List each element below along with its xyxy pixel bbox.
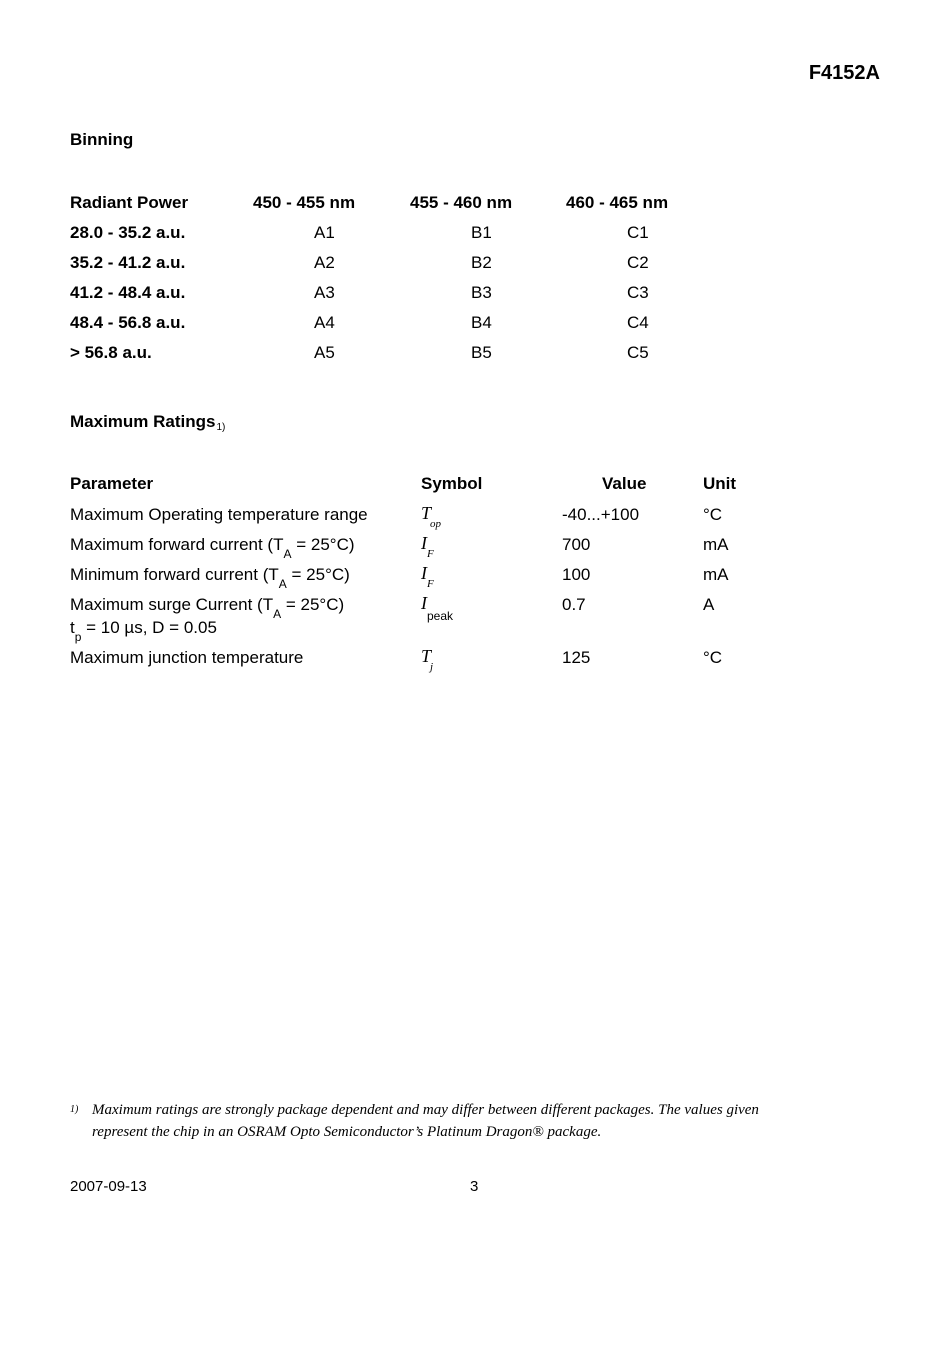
binning-cell: A2: [314, 253, 335, 272]
binning-cell: C1: [627, 223, 649, 242]
rating-symbol: T op: [421, 503, 441, 530]
page-number: 3: [470, 1178, 479, 1195]
rating-unit: °C: [703, 505, 723, 524]
rating-unit: °C: [703, 648, 723, 667]
binning-cell: B1: [471, 223, 492, 242]
rating-parameter: Minimum forward current $(T_A = 25^\circ C)$: [70, 565, 350, 591]
binning-cell: B3: [471, 283, 492, 302]
rating-parameter: Maximum junction temperature: [70, 648, 304, 667]
binning-heading: Binning: [70, 130, 134, 149]
binning-cell: A1: [314, 223, 335, 242]
ratings-heading-text: Maximum Ratings: [70, 412, 216, 431]
rating-value: 125: [562, 648, 591, 667]
rating-parameter-condition: $t_p = 10$ µs, D = 0.05: [70, 618, 217, 644]
binning-cell: B2: [471, 253, 492, 272]
footnote-line-2: represent the chip in an OSRAM Opto Semiconductor’s Platinum Dragon® package.: [92, 1124, 602, 1140]
binning-cell: A5: [314, 343, 335, 362]
binning-cell: C2: [627, 253, 649, 272]
binning-col-455-460: 455 - 460 nm: [410, 193, 513, 212]
rating-symbol: I F: [421, 533, 434, 560]
ratings-col-symbol: Symbol: [421, 474, 483, 493]
rating-unit: mA: [703, 535, 729, 554]
rating-unit: A: [703, 595, 715, 614]
binning-col-460-465: 460 - 465 nm: [566, 193, 669, 212]
footnote-marker: 1): [70, 1104, 79, 1115]
binning-row-label: 48.4 - 56.8 a.u.: [70, 313, 186, 332]
rating-symbol: I peak: [421, 593, 454, 623]
footnote-line-1: Maximum ratings are strongly package dependent and may differ between different packages. The values given: [92, 1102, 759, 1118]
binning-cell: A4: [314, 313, 335, 332]
binning-cell: B5: [471, 343, 492, 362]
document-id: F4152A: [808, 62, 880, 84]
rating-value: 700: [562, 535, 591, 554]
rating-parameter: Maximum forward current $(T_A = 25^\circ C)$: [70, 535, 355, 561]
rating-unit: mA: [703, 565, 729, 584]
binning-cell: C4: [627, 313, 649, 332]
rating-value: 0.7: [562, 595, 586, 614]
binning-col-radiant-power: Radiant Power: [70, 193, 189, 212]
binning-row-label: > 56.8 a.u.: [70, 343, 152, 362]
rating-symbol: T j: [421, 646, 434, 673]
binning-cell: B4: [471, 313, 492, 332]
binning-cell: C5: [627, 343, 649, 362]
binning-row-label: 28.0 - 35.2 a.u.: [70, 223, 186, 242]
binning-row-label: 41.2 - 48.4 a.u.: [70, 283, 186, 302]
footer-date: 2007-09-13: [70, 1178, 147, 1195]
rating-parameter: Maximum Operating temperature range: [70, 505, 368, 524]
binning-cell: A3: [314, 283, 335, 302]
rating-value: 100: [562, 565, 591, 584]
binning-col-450-455: 450 - 455 nm: [253, 193, 356, 212]
ratings-col-unit: Unit: [703, 474, 737, 493]
rating-parameter: Maximum surge Current $(T_A = 25^\circ C)$: [70, 595, 345, 621]
binning-cell: C3: [627, 283, 649, 302]
binning-row-label: 35.2 - 41.2 a.u.: [70, 253, 186, 272]
rating-symbol: I F: [421, 563, 434, 590]
ratings-col-parameter: Parameter: [70, 474, 154, 493]
ratings-heading: [70, 412, 224, 432]
ratings-col-value: Value: [602, 474, 647, 493]
rating-value: -40...+100: [562, 505, 640, 524]
ratings-footnote-ref: 1): [216, 422, 226, 433]
